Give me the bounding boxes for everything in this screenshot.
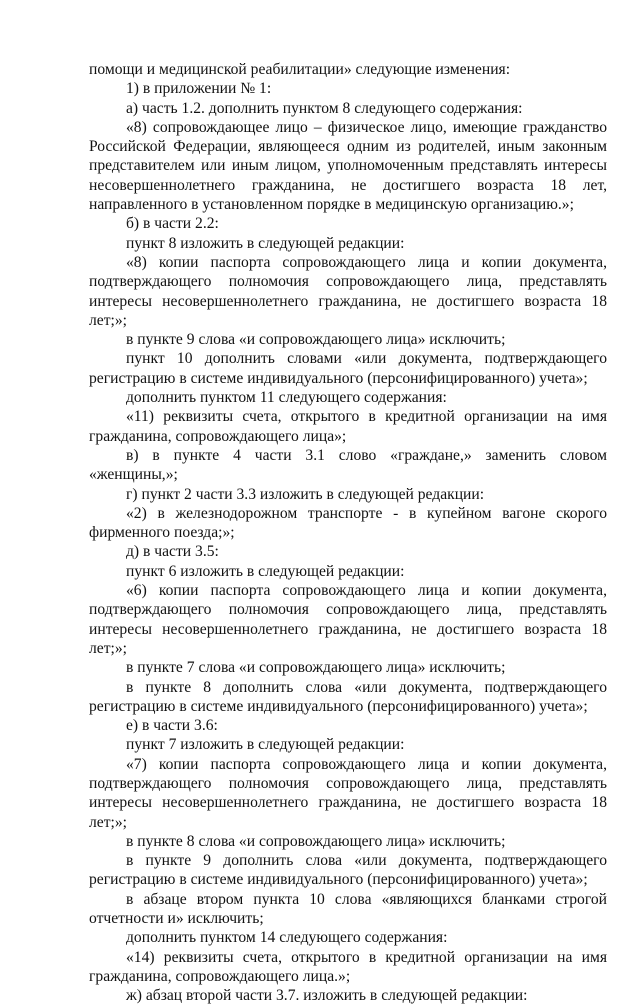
paragraph: «11) реквизиты счета, открытого в кредитной организации на имя гражданина, сопровождающего лица»;	[89, 408, 607, 445]
paragraph: е) в части 3.6:	[126, 717, 218, 735]
paragraph: б) в части 2.2:	[126, 215, 219, 233]
paragraph: в абзаце втором пункта 10 слова «являющихся бланками строгой отчетности и» исключить;	[89, 890, 607, 928]
paragraph: «7) копии паспорта сопровождающего лица и копии документа, подтверждающего полномочия сопровождающего лица, представлять интересы несовершеннолетнего гражданина, не достигшего возраста 18 лет;»;	[89, 755, 607, 831]
paragraph: а) часть 1.2. дополнить пунктом 8 следующего содержания:	[126, 99, 523, 117]
paragraph: в пункте 8 дополнить слова «или документа, подтверждающего регистрацию в системе индивидуального (персонифицированного) учета»;	[89, 678, 607, 715]
paragraph: «8) копии паспорта сопровождающего лица и копии документа, подтверждающего полномочия сопровождающего лица, представлять интересы несовершеннолетнего гражданина, не достигшего возраста 18 лет;»;	[89, 253, 607, 329]
paragraph: в пункте 9 слова «и сопровождающего лица» исключить;	[126, 331, 506, 349]
paragraph: 1) в приложении № 1:	[126, 80, 272, 98]
paragraph: в пункте 7 слова «и сопровождающего лица» исключить;	[126, 659, 506, 677]
paragraph: пункт 6 изложить в следующей редакции:	[126, 562, 405, 580]
paragraph: в) в пункте 4 части 3.1 слово «граждане,» заменить словом «женщины,»;	[89, 446, 607, 484]
paragraph: в пункте 8 слова «и сопровождающего лица» исключить;	[126, 832, 506, 850]
paragraph: дополнить пунктом 14 следующего содержания:	[126, 929, 448, 947]
paragraph: «2) в железнодорожном транспорте - в купейном вагоне скорого фирменного поезда;»;	[89, 504, 607, 542]
paragraph: «14) реквизиты счета, открытого в кредитной организации на имя гражданина, сопровождающего лица.»;	[89, 948, 607, 985]
paragraph: пункт 8 изложить в следующей редакции:	[126, 234, 405, 252]
paragraph: в пункте 9 дополнить слова «или документа, подтверждающего регистрацию в системе индивидуального (персонифицированного) учета»;	[89, 852, 607, 889]
paragraph: дополнить пунктом 11 следующего содержания:	[126, 389, 447, 407]
paragraph: «8) сопровождающее лицо – физическое лицо, имеющие гражданство Российской Федерации, являющееся одним из родителей, иным законным представителем или иным лицом, уполномоченным представлять интересы несовершеннолетнего гражданина, не достигшего возраста 18 лет, направленного в установленном порядке в медицинскую организацию.»;	[89, 118, 607, 214]
paragraph: ж) абзац второй части 3.7. изложить в следующей редакции:	[126, 987, 528, 1005]
paragraph: г) пункт 2 части 3.3 изложить в следующей редакции:	[126, 485, 485, 503]
paragraph: «6) копии паспорта сопровождающего лица и копии документа, подтверждающего полномочия сопровождающего лица, представлять интересы несовершеннолетнего гражданина, не достигшего возраста 18 лет;»;	[89, 582, 607, 657]
document-page	[89, 60, 607, 1006]
paragraph: помощи и медицинской реабилитации» следующие изменения:	[89, 61, 511, 78]
paragraph: пункт 7 изложить в следующей редакции:	[126, 736, 405, 754]
paragraph: д) в части 3.5:	[126, 543, 219, 561]
paragraph: пункт 10 дополнить словами «или документа, подтверждающего регистрацию в системе индивидуального (персонифицированного) учета»;	[89, 350, 607, 387]
